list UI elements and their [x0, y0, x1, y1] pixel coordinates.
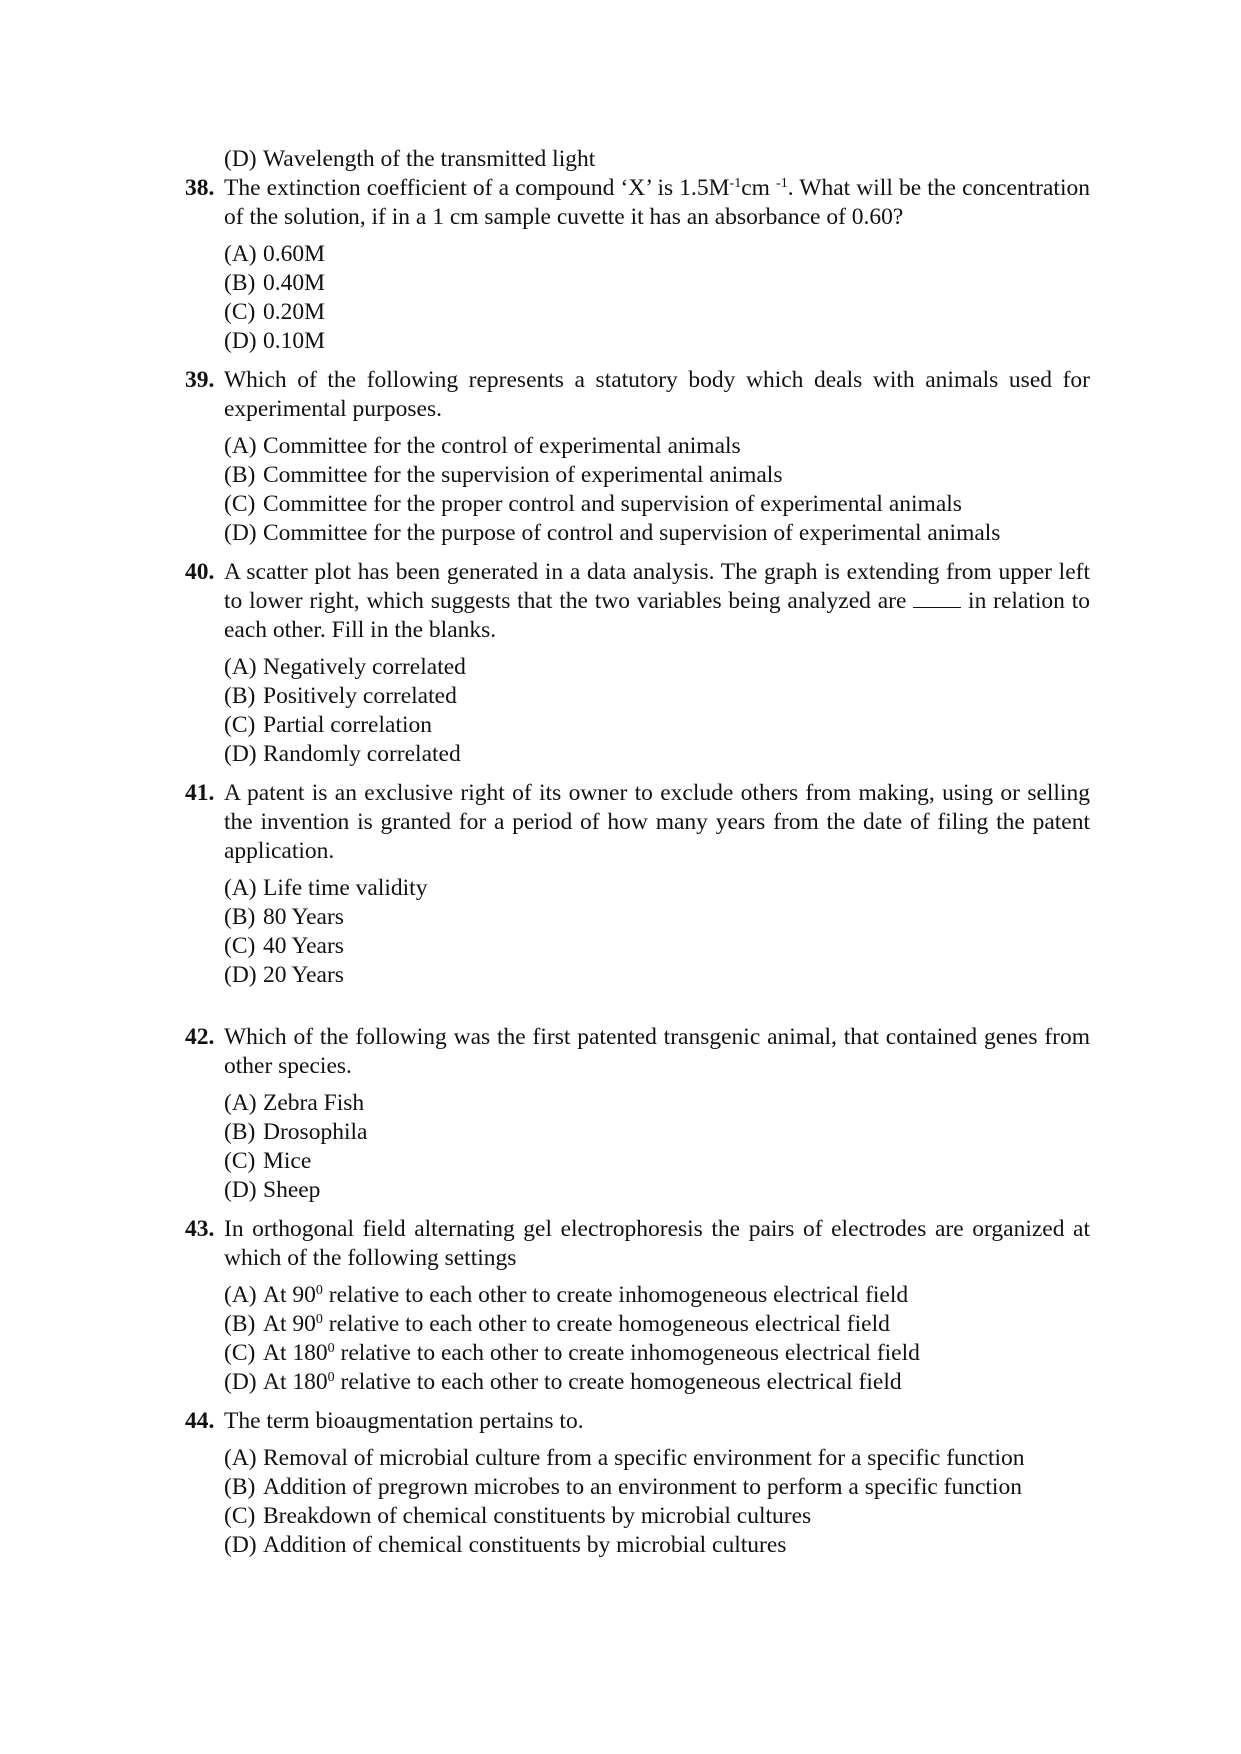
option-a: (A) Zebra Fish: [224, 1090, 365, 1116]
question-42-options: [224, 1089, 1090, 1205]
question-number: 44.: [185, 1408, 215, 1434]
option-d: [224, 145, 1090, 174]
question-43-options: [224, 1281, 1090, 1397]
question-39: [185, 366, 1090, 424]
question-text: A scatter plot has been generated in a data analysis. The graph is extending from upper left to lower right, which suggests that the two variables being analyzed are in relation to each other. Fill in the blanks.: [224, 559, 1090, 643]
question-text: Which of the following was the first patented transgenic animal, that contained genes from other species.: [224, 1024, 1090, 1079]
question-number: 42.: [185, 1024, 215, 1050]
question-43: [185, 1215, 1090, 1273]
question-44-options: [224, 1444, 1090, 1560]
option-a: (A) Life time validity: [224, 875, 428, 901]
option-b: (B) 80 Years: [224, 904, 344, 930]
option-d: (D) Addition of chemical constituents by microbial cultures: [224, 1532, 787, 1558]
question-text: A patent is an exclusive right of its owner to exclude others from making, using or selling the invention is granted for a period of how many years from the date of filing the patent application.: [224, 780, 1090, 864]
option-d: (D) Committee for the purpose of control and supervision of experimental animals: [224, 520, 1001, 546]
option-letter: (D): [224, 146, 257, 172]
question-number: 41.: [185, 780, 215, 806]
question-40: [185, 558, 1090, 645]
question-text: The term bioaugmentation pertains to.: [224, 1408, 584, 1434]
question-44: [185, 1407, 1090, 1436]
option-b: (B) At $90^0$ relative to each other to create homogeneous electrical field: [224, 1311, 890, 1337]
option-c: (C) Partial correlation: [224, 712, 432, 738]
question-number: 43.: [185, 1216, 215, 1242]
question-number: 38.: [185, 175, 215, 201]
option-b: (B) Drosophila: [224, 1119, 368, 1145]
question-text: Which of the following represents a statutory body which deals with animals used for experimental purposes.: [224, 367, 1090, 422]
option-b: (B) Positively correlated: [224, 683, 457, 709]
question-number: 40.: [185, 559, 215, 585]
option-d: (D) 20 Years: [224, 962, 344, 988]
option-c: (C) Mice: [224, 1148, 312, 1174]
fill-blank: [913, 589, 961, 608]
question-42: [185, 1023, 1090, 1081]
option-c: (C) At $180^0$ relative to each other to create inhomogeneous electrical field: [224, 1340, 920, 1366]
option-d: (D) At $180^0$ relative to each other to create homogeneous electrical field: [224, 1369, 902, 1395]
option-d: (D) 0.10M: [224, 328, 326, 354]
option-d: (D) Sheep: [224, 1177, 321, 1203]
option-b: (B) Committee for the supervision of experimental animals: [224, 462, 783, 488]
question-41: [185, 779, 1090, 866]
option-c: (C) 40 Years: [224, 933, 344, 959]
option-a: (A) Removal of microbial culture from a specific environment for a specific function: [224, 1445, 1025, 1471]
option-c: (C) Breakdown of chemical constituents by microbial cultures: [224, 1503, 812, 1529]
option-c: (C) 0.20M: [224, 299, 326, 325]
question-41-options: [224, 874, 1090, 990]
question-40-options: [224, 653, 1090, 769]
option-a: (A) Negatively correlated: [224, 654, 466, 680]
option-c: (C) Committee for the proper control and supervision of experimental animals: [224, 491, 962, 517]
option-a: (A) Committee for the control of experimental animals: [224, 433, 741, 459]
question-list: [185, 145, 1090, 1560]
option-b: (B) 0.40M: [224, 270, 326, 296]
question-text: The extinction coefficient of a compound ‘X’ is $1.5M^{-1}cm$ $^{-1}$. What will be the concentration of the solution, if in a 1 cm sample cuvette it has an absorbance of 0.60?: [224, 175, 1090, 230]
question-number: 39.: [185, 367, 215, 393]
option-a: (A) At $90^0$ relative to each other to create inhomogeneous electrical field: [224, 1282, 909, 1308]
option-text: Wavelength of the transmitted light: [263, 146, 596, 172]
option-d: (D) Randomly correlated: [224, 741, 461, 767]
question-39-options: [224, 432, 1090, 548]
question-38: [185, 174, 1090, 232]
question-text: In orthogonal field alternating gel electrophoresis the pairs of electrodes are organized at which of the following settings: [224, 1216, 1090, 1271]
option-b: (B) Addition of pregrown microbes to an environment to perform a specific function: [224, 1474, 1022, 1500]
option-a: (A) 0.60M: [224, 241, 326, 267]
question-38-options: [224, 240, 1090, 356]
prev-question-options: [224, 145, 1090, 174]
